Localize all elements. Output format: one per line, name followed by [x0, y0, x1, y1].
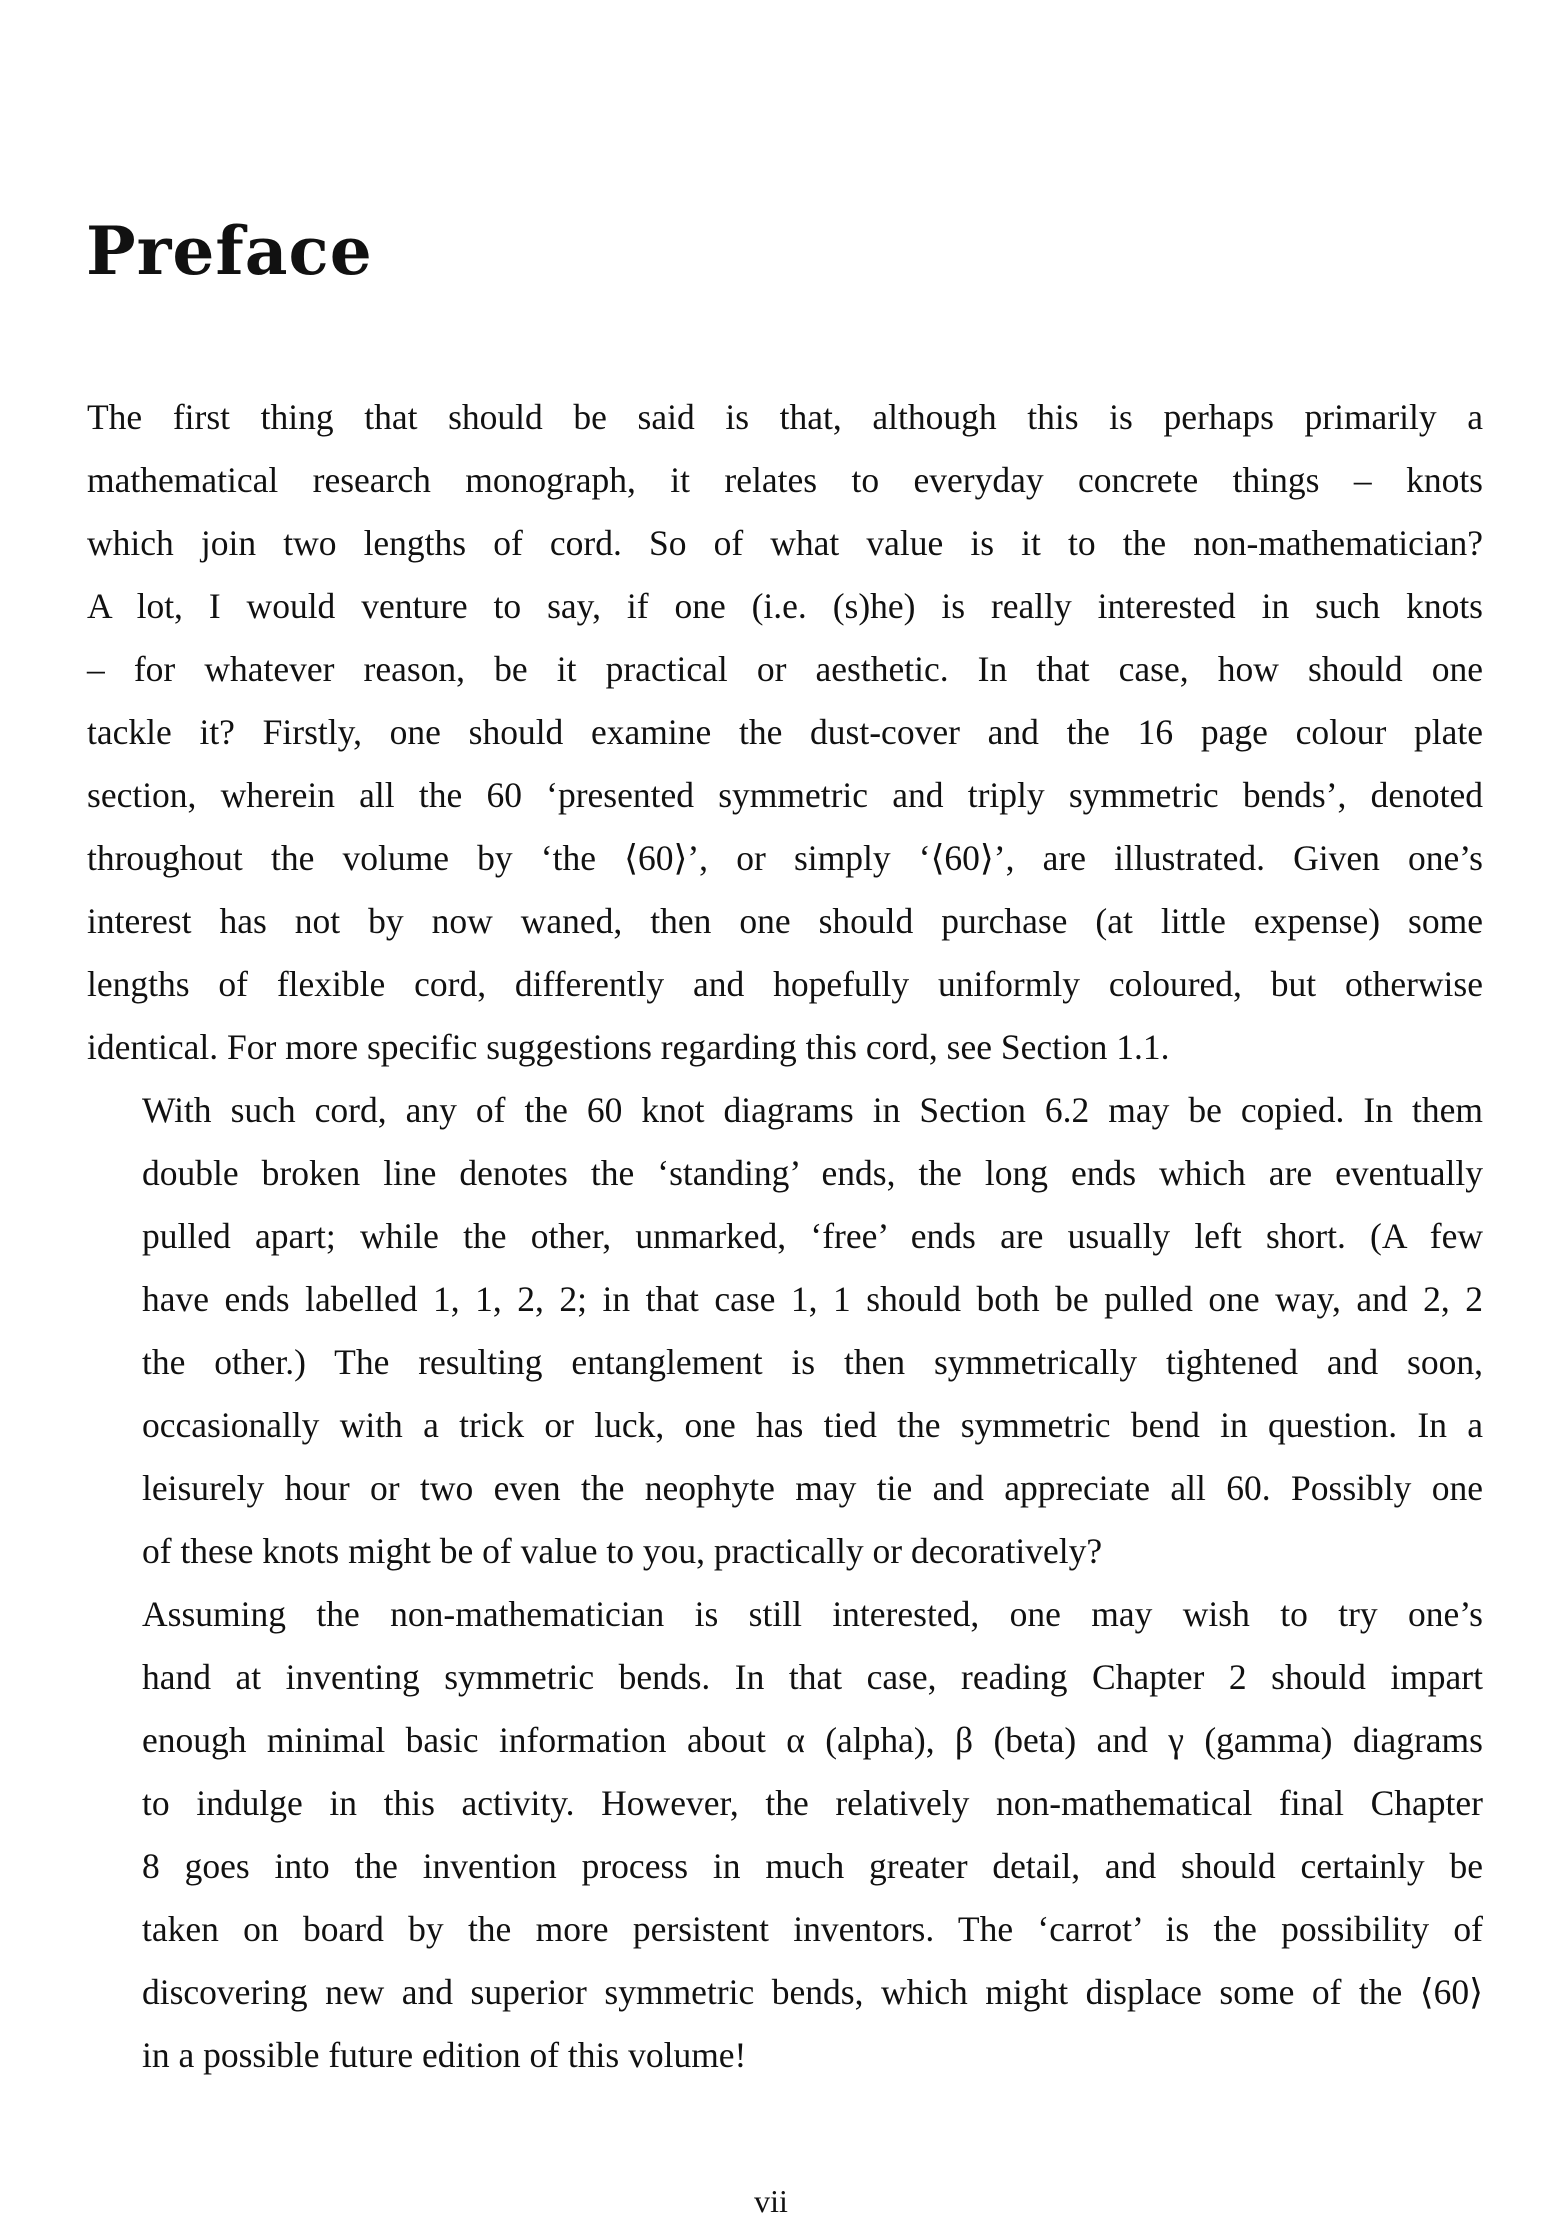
text-line: which join two lengths of cord. So of what value is it to the non-mathematician? — [87, 523, 1483, 563]
text-line: A lot, I would venture to say, if one (i.e. (s)he) is really interested in such knots — [87, 586, 1483, 626]
paragraph-3 — [87, 1583, 1483, 2087]
text-line: throughout the volume by ‘the ⟨60⟩’, or simply ‘⟨60⟩’, are illustrated. Given one’s — [87, 838, 1483, 878]
text-line: section, wherein all the 60 ‘presented symmetric and triply symmetric bends’, denoted — [87, 775, 1483, 815]
text-line: pulled apart; while the other, unmarked, ‘free’ ends are usually left short. (A few — [142, 1216, 1483, 1256]
text-line: enough minimal basic information about α (alpha), β (beta) and γ (gamma) diagrams — [142, 1720, 1483, 1760]
text-line: the other.) The resulting entanglement is then symmetrically tightened and soon, — [142, 1342, 1483, 1382]
page-title: Preface — [86, 212, 373, 290]
preface-body — [87, 386, 1483, 2087]
text-line: to indulge in this activity. However, the relatively non-mathematical final Chapter — [142, 1783, 1483, 1823]
text-line: lengths of flexible cord, differently and hopefully uniformly coloured, but otherwise — [87, 964, 1483, 1004]
text-line: occasionally with a trick or luck, one has tied the symmetric bend in question. In a — [142, 1405, 1483, 1445]
page-number: vii — [754, 2183, 788, 2219]
text-line: discovering new and superior symmetric bends, which might displace some of the ⟨60⟩ — [142, 1972, 1483, 2012]
text-line: interest has not by now waned, then one should purchase (at little expense) some — [87, 901, 1483, 941]
text-line: Assuming the non-mathematician is still interested, one may wish to try one’s — [142, 1594, 1483, 1634]
paragraph-1 — [87, 386, 1483, 1079]
text-line: in a possible future edition of this volume! — [142, 2035, 747, 2075]
text-line: identical. For more specific suggestions regarding this cord, see Section 1.1. — [87, 1027, 1170, 1067]
text-line: leisurely hour or two even the neophyte may tie and appreciate all 60. Possibly one — [142, 1468, 1483, 1508]
text-line: taken on board by the more persistent inventors. The ‘carrot’ is the possibility of — [142, 1909, 1483, 1949]
text-line: mathematical research monograph, it relates to everyday concrete things – knots — [87, 460, 1483, 500]
text-line: double broken line denotes the ‘standing’ ends, the long ends which are eventually — [142, 1153, 1483, 1193]
text-line: tackle it? Firstly, one should examine the dust-cover and the 16 page colour plate — [87, 712, 1483, 752]
text-line: hand at inventing symmetric bends. In that case, reading Chapter 2 should impart — [142, 1657, 1483, 1697]
text-line: The first thing that should be said is that, although this is perhaps primarily a — [87, 397, 1483, 437]
text-line: of these knots might be of value to you, practically or decoratively? — [142, 1531, 1103, 1571]
text-line: With such cord, any of the 60 knot diagrams in Section 6.2 may be copied. In them — [142, 1090, 1483, 1130]
text-line: 8 goes into the invention process in much greater detail, and should certainly be — [142, 1846, 1483, 1886]
paragraph-2 — [87, 1079, 1483, 1583]
text-line: – for whatever reason, be it practical or aesthetic. In that case, how should one — [87, 649, 1483, 689]
text-line: have ends labelled 1, 1, 2, 2; in that case 1, 1 should both be pulled one way, and 2, 2 — [142, 1279, 1483, 1319]
